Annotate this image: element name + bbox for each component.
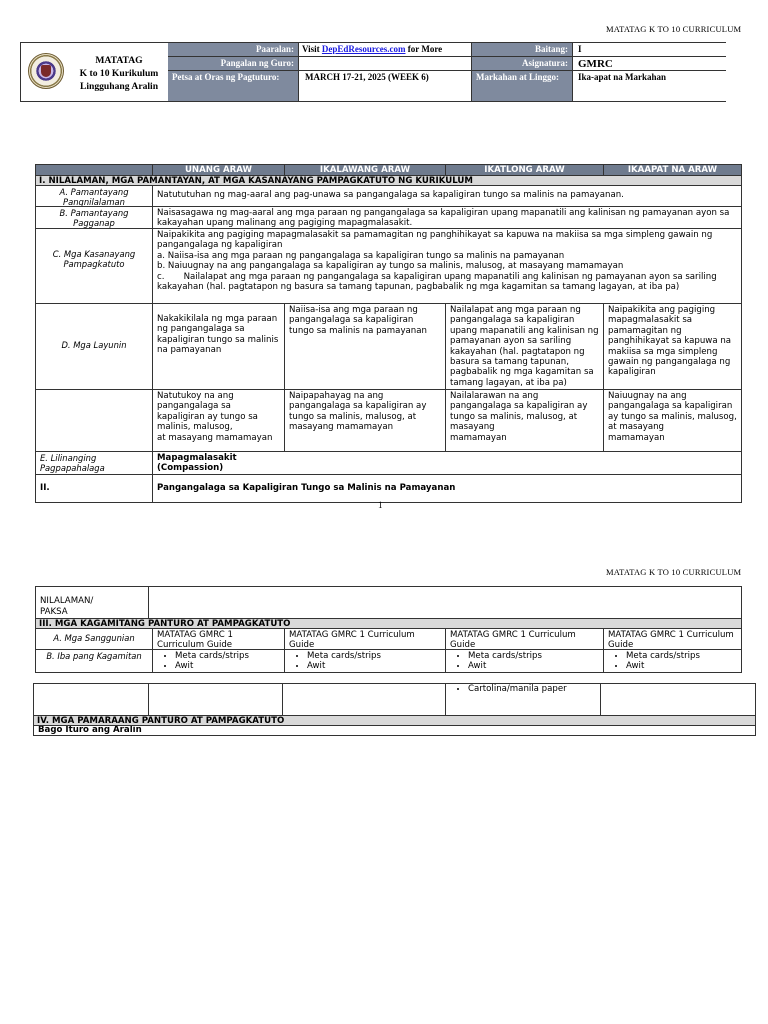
section-1-heading: I. NILALAMAN, MGA PAMANTAYAN, AT MGA KASANAYANG PAMPAGKATUTO NG KURIKULUM [36,176,741,186]
header-block [20,42,726,102]
sanggunian-day1: MATATAG GMRC 1 Curriculum Guide [153,629,285,650]
brand-subtitle: K to 10 Kurikulum [79,68,159,79]
day2-header: IKALAWANG ARAW [285,165,446,176]
paaralan-value: Visit DepEdResources.com for More [299,43,472,57]
section-4-heading: IV. MGA PAMARAANG PANTURO AT PAMPAGKATUTO [34,716,755,726]
section-3-heading: III. MGA KAGAMITANG PANTURO AT PAMPAGKATUTO [36,619,741,629]
paksa: Pangangalaga sa Kapaligiran Tungo sa Malinis na Pamayanan [157,483,456,493]
layunin-day3: Nailalapat ang mga paraan ng pangangalaga sa kapaligiran upang mapanatili ang kalinisan ng pamayanan ayon sa sariling kakayahan (hal. pagtatapon ng basura sa tamang tapunan, pagbabalik ng mga kagamitan sa tamang lagayan, at iba pa) [446,304,604,390]
layunin-day4: Naipakikita ang pagiging mapagmalasakit sa pamamagitan ng panghihikayat sa kapuwa na makiisa sa mga simpleng gawain ng pangangalaga ng kapaligiran [604,304,741,390]
sanggunian-day3: MATATAG GMRC 1 Curriculum Guide [446,629,604,650]
markahan-value: Ika-apat na Markahan [573,71,726,101]
kagamitan-extra-day3: • Cartolina/manila paper [446,684,601,716]
materials-table [35,586,742,673]
petsa-value: MARCH 17-21, 2025 (WEEK 6) [299,71,472,101]
row-d-label: D. Mga Layunin [36,304,153,390]
bago-ituro-heading: Bago Ituro ang Aralin [38,726,142,735]
running-head-page2: MATATAG K TO 10 CURRICULUM [606,567,742,577]
lesson-plan-table [35,164,742,503]
layunin2-day2: Naipapahayag na ang pangangalaga sa kapaligiran ay tungo sa malinis, malusog, at masayang mamamayan [285,390,446,452]
deped-seal-icon [28,53,64,89]
school-brand [21,43,169,101]
kagamitan-day4: • Meta cards/strips • Awit [604,650,741,672]
row-ii-label: II. [36,475,153,502]
row-a-label: A. Pamantayang Pangnilalaman [36,186,153,207]
baitang-value: I [573,43,726,57]
asignatura-label: Asignatura: [472,57,573,71]
sanggunian-day4: MATATAG GMRC 1 Curriculum Guide [604,629,741,650]
petsa-label: Petsa at Oras ng Pagtuturo: [168,71,299,101]
nilalaman-value [149,587,741,619]
kagamitan-day1: • Meta cards/strips • Awit [153,650,285,672]
kasanayang-pampagkatuto: Naipakikita ang pagiging mapagmalasakit sa pamamagitan ng panghihikayat sa kapuwa na makiisa sa mga simpleng gawain ng pangangalaga ng kapaligiran a. Naiisa-isa ang mga paraan ng pangangalaga sa kapaligiran tungo sa malinis na pamayanan b. Naiuugnay na ang pangangalaga sa kapaligiran ay tungo sa malinis, malusog, at masayang mamamayan c. Nailalapat ang mga paraan ng pangangalaga sa kapaligiran upang mapanatili ang kalinisan ng pamayanan ayon sa sariling kakayahan (hal. pagtatapon ng basura sa tamang tapunan, pagbabalik ng mga kagamitan sa tamang lagayan, at iba pa) [153,229,741,304]
sanggunian-label: A. Mga Sanggunian [36,629,153,650]
day4-header: IKAAPAT NA ARAW [604,165,741,176]
guro-label: Pangalan ng Guro: [168,57,299,71]
layunin2-day1: Natutukoy na ang pangangalaga sa kapaligiran ay tungo sa malinis, malusog, at masayang mamamayan [153,390,285,452]
brand-title: MATATAG [95,55,143,66]
markahan-label: Markahan at Linggo: [472,71,573,101]
layunin2-day3: Nailalarawan na ang pangangalaga sa kapaligiran ay tungo sa malinis, malusog, at masayang mamamayan [446,390,604,452]
pagpapahalaga: Mapagmalasakit (Compassion) [153,452,741,475]
kagamitan-label: B. Iba pang Kagamitan [36,650,153,672]
layunin-day1: Nakakikilala ng mga paraan ng pangangalaga sa kapaligiran tungo sa malinis na pamayanan [153,304,285,390]
day3-header: IKATLONG ARAW [446,165,604,176]
asignatura-value: GMRC [573,57,726,71]
sanggunian-day2: MATATAG GMRC 1 Curriculum Guide [285,629,446,650]
brand-doc-type: Lingguhang Aralin [79,81,159,92]
guro-value [299,57,472,71]
depedresources-link[interactable]: DepEdResources.com [321,44,406,54]
row-c-label: C. Mga Kasanayang Pampagkatuto [36,229,153,304]
row-b-label: B. Pamantayang Pagganap [36,207,153,229]
baitang-label: Baitang: [472,43,573,57]
kagamitan-day3: • Meta cards/strips • Awit [446,650,604,672]
day1-header: UNANG ARAW [153,165,285,176]
row-e-label: E. Lilinanging Pagpapahalaga [36,452,153,475]
pamantayang-pagganap: Naisasagawa ng mag-aaral ang mga paraan ng pangangalaga sa kapaligiran upang mapanatili ang kalinisan ng pamayanan ayon sa kakayahan upang malinang ang pagiging mapagmalasakit. [153,207,741,229]
layunin-day2: Naiisa-isa ang mga paraan ng pangangalaga sa kapaligiran tungo sa malinis na pamayanan [285,304,446,390]
page-number: 1 [378,500,383,510]
pamantayang-pangnilalaman: Natututuhan ng mag-aaral ang pag-unawa sa pangangalaga sa kapaligiran tungo sa malinis na pamayanan. [153,186,741,207]
nilalaman-label: NILALAMAN/ PAKSA [36,587,149,619]
kagamitan-day2: • Meta cards/strips • Awit [285,650,446,672]
procedure-table [33,683,756,736]
paaralan-label: Paaralan: [168,43,299,57]
layunin2-day4: Naiuugnay na ang pangangalaga sa kapaligiran ay tungo sa malinis, malusog, at masayang mamamayan [604,390,741,452]
running-head: MATATAG K TO 10 CURRICULUM [606,24,742,34]
